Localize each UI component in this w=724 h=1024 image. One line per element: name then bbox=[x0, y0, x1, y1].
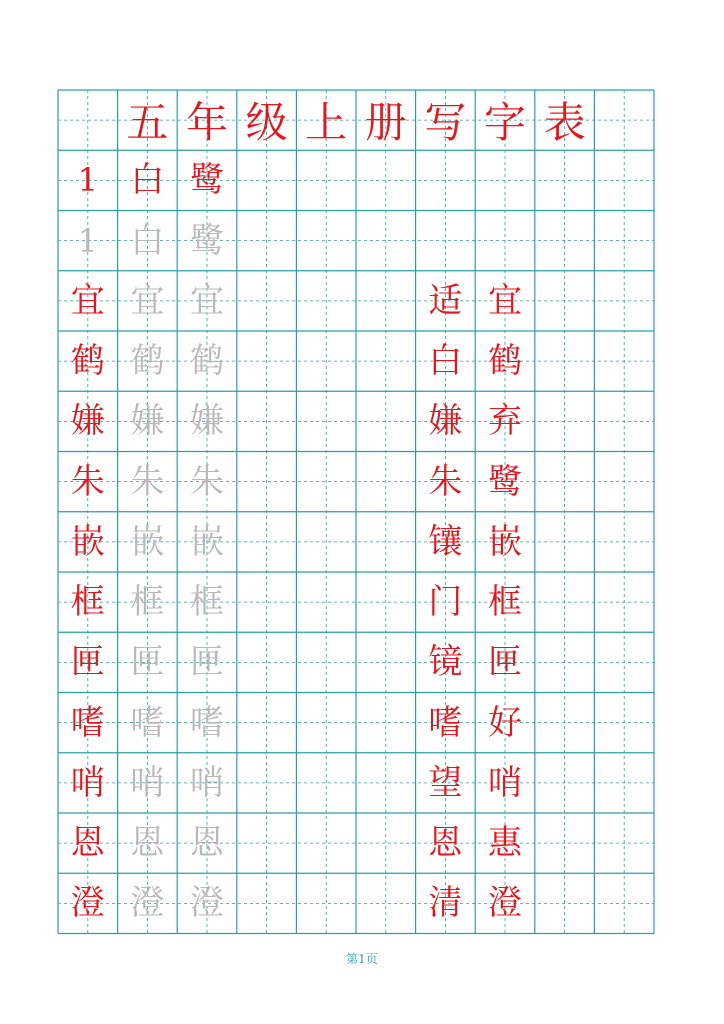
title-char: 字 bbox=[483, 98, 526, 148]
lesson-title-char: 鹭 bbox=[189, 160, 224, 201]
word-char: 门 bbox=[428, 582, 463, 623]
trace-char: 嫌 bbox=[189, 401, 224, 442]
trace-char: 哨 bbox=[130, 762, 165, 803]
model-char: 宜 bbox=[70, 280, 105, 321]
word-char: 哨 bbox=[487, 762, 522, 803]
title-char: 写 bbox=[424, 98, 467, 148]
lesson-number-trace: 1 bbox=[77, 221, 98, 260]
word-char: 澄 bbox=[487, 883, 522, 924]
word-char: 惠 bbox=[487, 823, 522, 864]
word-char: 匣 bbox=[487, 642, 522, 683]
model-char: 嵌 bbox=[70, 521, 105, 562]
word-char: 望 bbox=[428, 762, 463, 803]
model-char: 哨 bbox=[70, 762, 105, 803]
trace-char: 澄 bbox=[189, 883, 224, 924]
word-char: 好 bbox=[487, 702, 522, 743]
trace-char: 哨 bbox=[189, 762, 224, 803]
lesson-number: 1 bbox=[77, 161, 98, 200]
trace-char: 嗜 bbox=[189, 702, 224, 743]
title-char: 表 bbox=[543, 98, 586, 148]
trace-char: 鹤 bbox=[189, 341, 224, 382]
trace-char: 嵌 bbox=[189, 521, 224, 562]
word-char: 弃 bbox=[487, 401, 522, 442]
word-char: 嗜 bbox=[428, 702, 463, 743]
model-char: 嫌 bbox=[70, 401, 105, 442]
trace-char: 鹤 bbox=[130, 341, 165, 382]
trace-char: 朱 bbox=[130, 461, 165, 502]
title-char: 五 bbox=[126, 98, 169, 148]
trace-char: 朱 bbox=[189, 461, 224, 502]
word-char: 鹤 bbox=[487, 341, 522, 382]
word-char: 恩 bbox=[428, 823, 463, 864]
trace-char: 匣 bbox=[130, 642, 165, 683]
trace-char: 恩 bbox=[189, 823, 224, 864]
word-char: 框 bbox=[487, 582, 522, 623]
word-char: 嫌 bbox=[428, 401, 463, 442]
trace-char: 嫌 bbox=[130, 401, 165, 442]
title-char: 级 bbox=[245, 98, 288, 148]
model-char: 恩 bbox=[70, 823, 105, 864]
word-char: 朱 bbox=[428, 461, 463, 502]
title-char: 上 bbox=[305, 98, 348, 148]
model-char: 匣 bbox=[70, 642, 105, 683]
trace-char: 澄 bbox=[130, 883, 165, 924]
model-char: 嗜 bbox=[70, 702, 105, 743]
word-char: 嵌 bbox=[487, 521, 522, 562]
word-char: 镜 bbox=[428, 642, 463, 683]
model-char: 澄 bbox=[70, 883, 105, 924]
title-char: 年 bbox=[185, 98, 228, 148]
word-char: 鹭 bbox=[487, 461, 522, 502]
word-char: 白 bbox=[428, 341, 463, 382]
trace-char: 嗜 bbox=[130, 702, 165, 743]
trace-char: 匣 bbox=[189, 642, 224, 683]
model-char: 鹤 bbox=[70, 341, 105, 382]
lesson-title-char-trace: 鹭 bbox=[189, 220, 224, 261]
word-char: 清 bbox=[428, 883, 463, 924]
lesson-title-char-trace: 白 bbox=[130, 220, 165, 261]
title-char: 册 bbox=[364, 98, 407, 148]
model-char: 朱 bbox=[70, 461, 105, 502]
word-char: 适 bbox=[428, 280, 463, 321]
trace-char: 嵌 bbox=[130, 521, 165, 562]
trace-char: 恩 bbox=[130, 823, 165, 864]
trace-char: 框 bbox=[189, 582, 224, 623]
page-number: 第1页 bbox=[346, 952, 378, 966]
trace-char: 宜 bbox=[130, 280, 165, 321]
trace-char: 框 bbox=[130, 582, 165, 623]
model-char: 框 bbox=[70, 582, 105, 623]
trace-char: 宜 bbox=[189, 280, 224, 321]
word-char: 镶 bbox=[428, 521, 463, 562]
word-char: 宜 bbox=[487, 280, 522, 321]
lesson-title-char: 白 bbox=[130, 160, 165, 201]
